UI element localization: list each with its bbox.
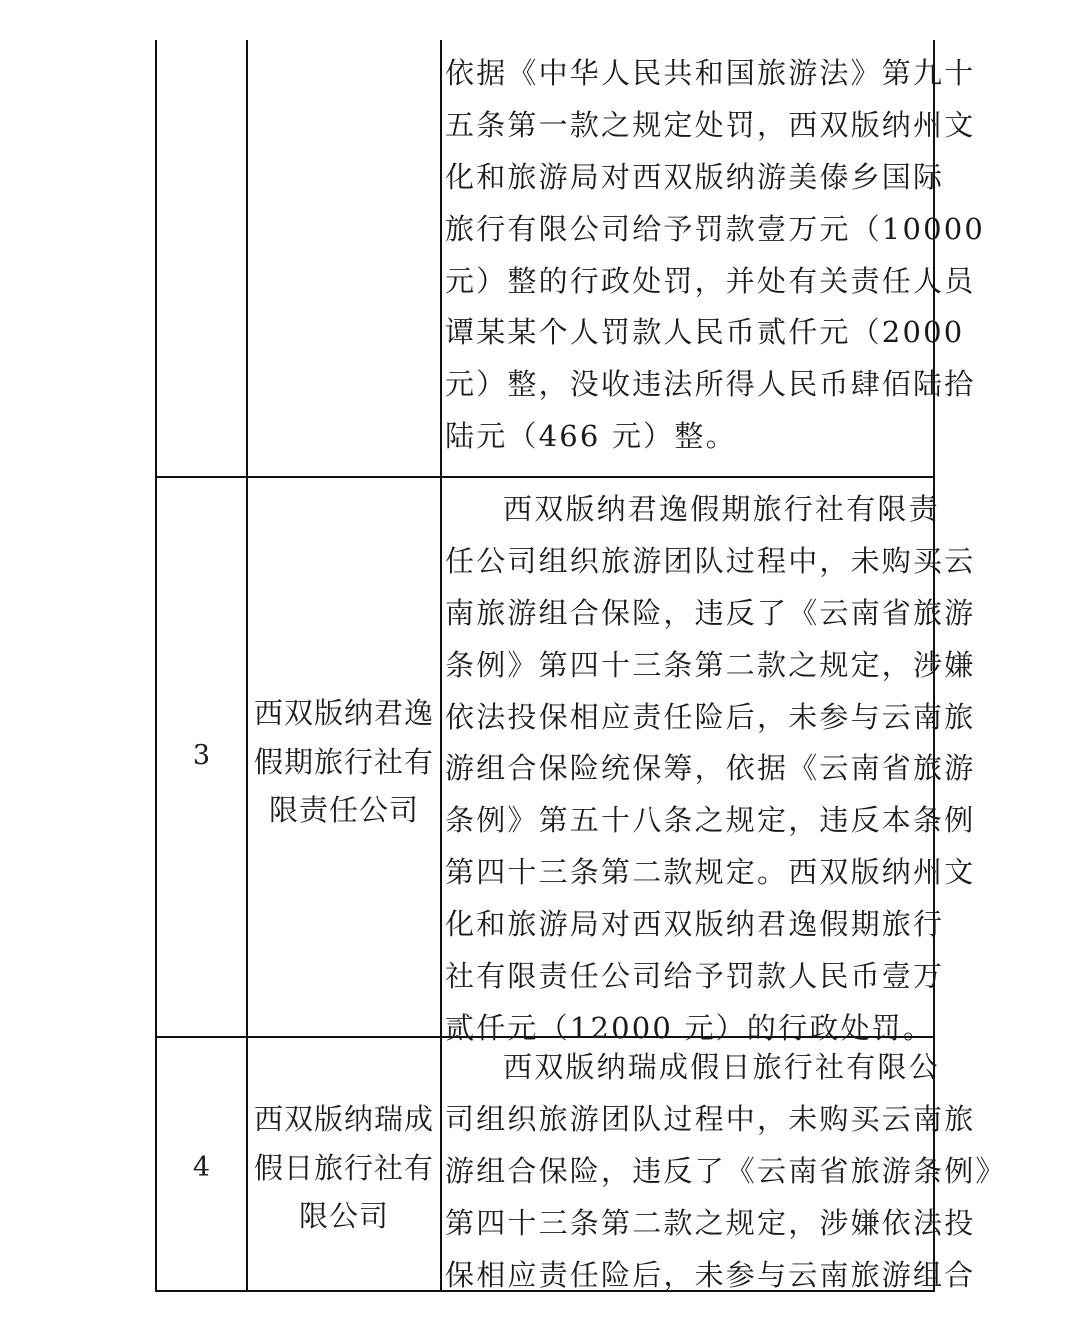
text-line: 西双版纳君逸假期旅行社有限责 <box>503 492 940 526</box>
company-name <box>248 689 440 835</box>
text-line: 游组合保险，违反了《云南省旅游条例》 <box>445 1153 1007 1188</box>
text-line: 化和旅游局对西双版纳游美傣乡国际 <box>445 159 945 194</box>
company-name-line: 限公司 <box>298 1199 389 1233</box>
company-name-line: 假日旅行社有 <box>253 1150 434 1185</box>
company-cell <box>248 40 442 476</box>
text-line: 元）整，没收违法所得人民币肆佰陆拾 <box>445 367 976 402</box>
company-name <box>248 1095 440 1241</box>
details-text <box>445 1042 1007 1301</box>
text-line: 条例》第五十八条之规定，违反本条例 <box>445 803 976 838</box>
details-cell <box>442 40 986 476</box>
text-line: 第四十三条第二款规定。西双版纳州文 <box>445 855 976 890</box>
text-line: 游组合保险统保筹，依据《云南省旅游 <box>445 751 976 786</box>
number-cell <box>157 40 248 476</box>
number-cell <box>157 478 248 1036</box>
table-row <box>157 40 986 478</box>
text-line: 化和旅游局对西双版纳君逸假期旅行 <box>445 907 945 942</box>
text-line: 保相应责任险后，未参与云南旅游组合 <box>445 1257 976 1292</box>
text-line: 五条第一款之规定处罚，西双版纳州文 <box>445 107 976 142</box>
text-line: 旅行有限公司给予罚款壹万元（10000 <box>445 211 986 246</box>
company-name-line: 西双版纳君逸 <box>253 696 434 730</box>
company-cell <box>248 1038 442 1290</box>
text-line: 第四十三条第二款之规定，涉嫌依法投 <box>445 1205 976 1240</box>
text-line: 条例》第四十三条第二款之规定，涉嫌 <box>445 647 976 682</box>
number-cell <box>157 1038 248 1290</box>
text-line: 谭某某个人罚款人民币贰仟元（2000 <box>445 315 965 350</box>
text-line: 任公司组织旅游团队过程中，未购买云 <box>445 543 976 578</box>
penalty-table <box>155 40 1007 1292</box>
company-cell <box>248 478 442 1036</box>
details-cell <box>442 478 976 1045</box>
company-name-line: 西双版纳瑞成 <box>253 1102 434 1136</box>
text-line: 南旅游组合保险，违反了《云南省旅游 <box>445 595 976 630</box>
details-text <box>445 484 976 1055</box>
details-cell <box>442 1038 1007 1292</box>
company-name-line: 假期旅行社有 <box>253 744 434 779</box>
text-line: 陆元（466 元）整。 <box>445 419 737 454</box>
text-line: 社有限责任公司给予罚款人民币壹万 <box>445 959 945 994</box>
details-text <box>445 48 986 463</box>
row-number: 3 <box>192 740 211 771</box>
company-name-line: 限责任公司 <box>268 793 419 827</box>
table-row <box>157 478 976 1045</box>
text-line: 依法投保相应责任险后，未参与云南旅 <box>445 699 976 734</box>
text-line: 西双版纳瑞成假日旅行社有限公 <box>503 1050 940 1084</box>
text-line: 依据《中华人民共和国旅游法》第九十 <box>445 56 976 90</box>
text-line: 元）整的行政处罚，并处有关责任人员 <box>445 263 976 298</box>
text-line: 贰仟元（12000 元）的行政处罚。 <box>445 1010 935 1045</box>
text-line: 司组织旅游团队过程中，未购买云南旅 <box>445 1101 976 1136</box>
row-number: 4 <box>192 1152 211 1183</box>
table-row <box>157 1038 1007 1292</box>
